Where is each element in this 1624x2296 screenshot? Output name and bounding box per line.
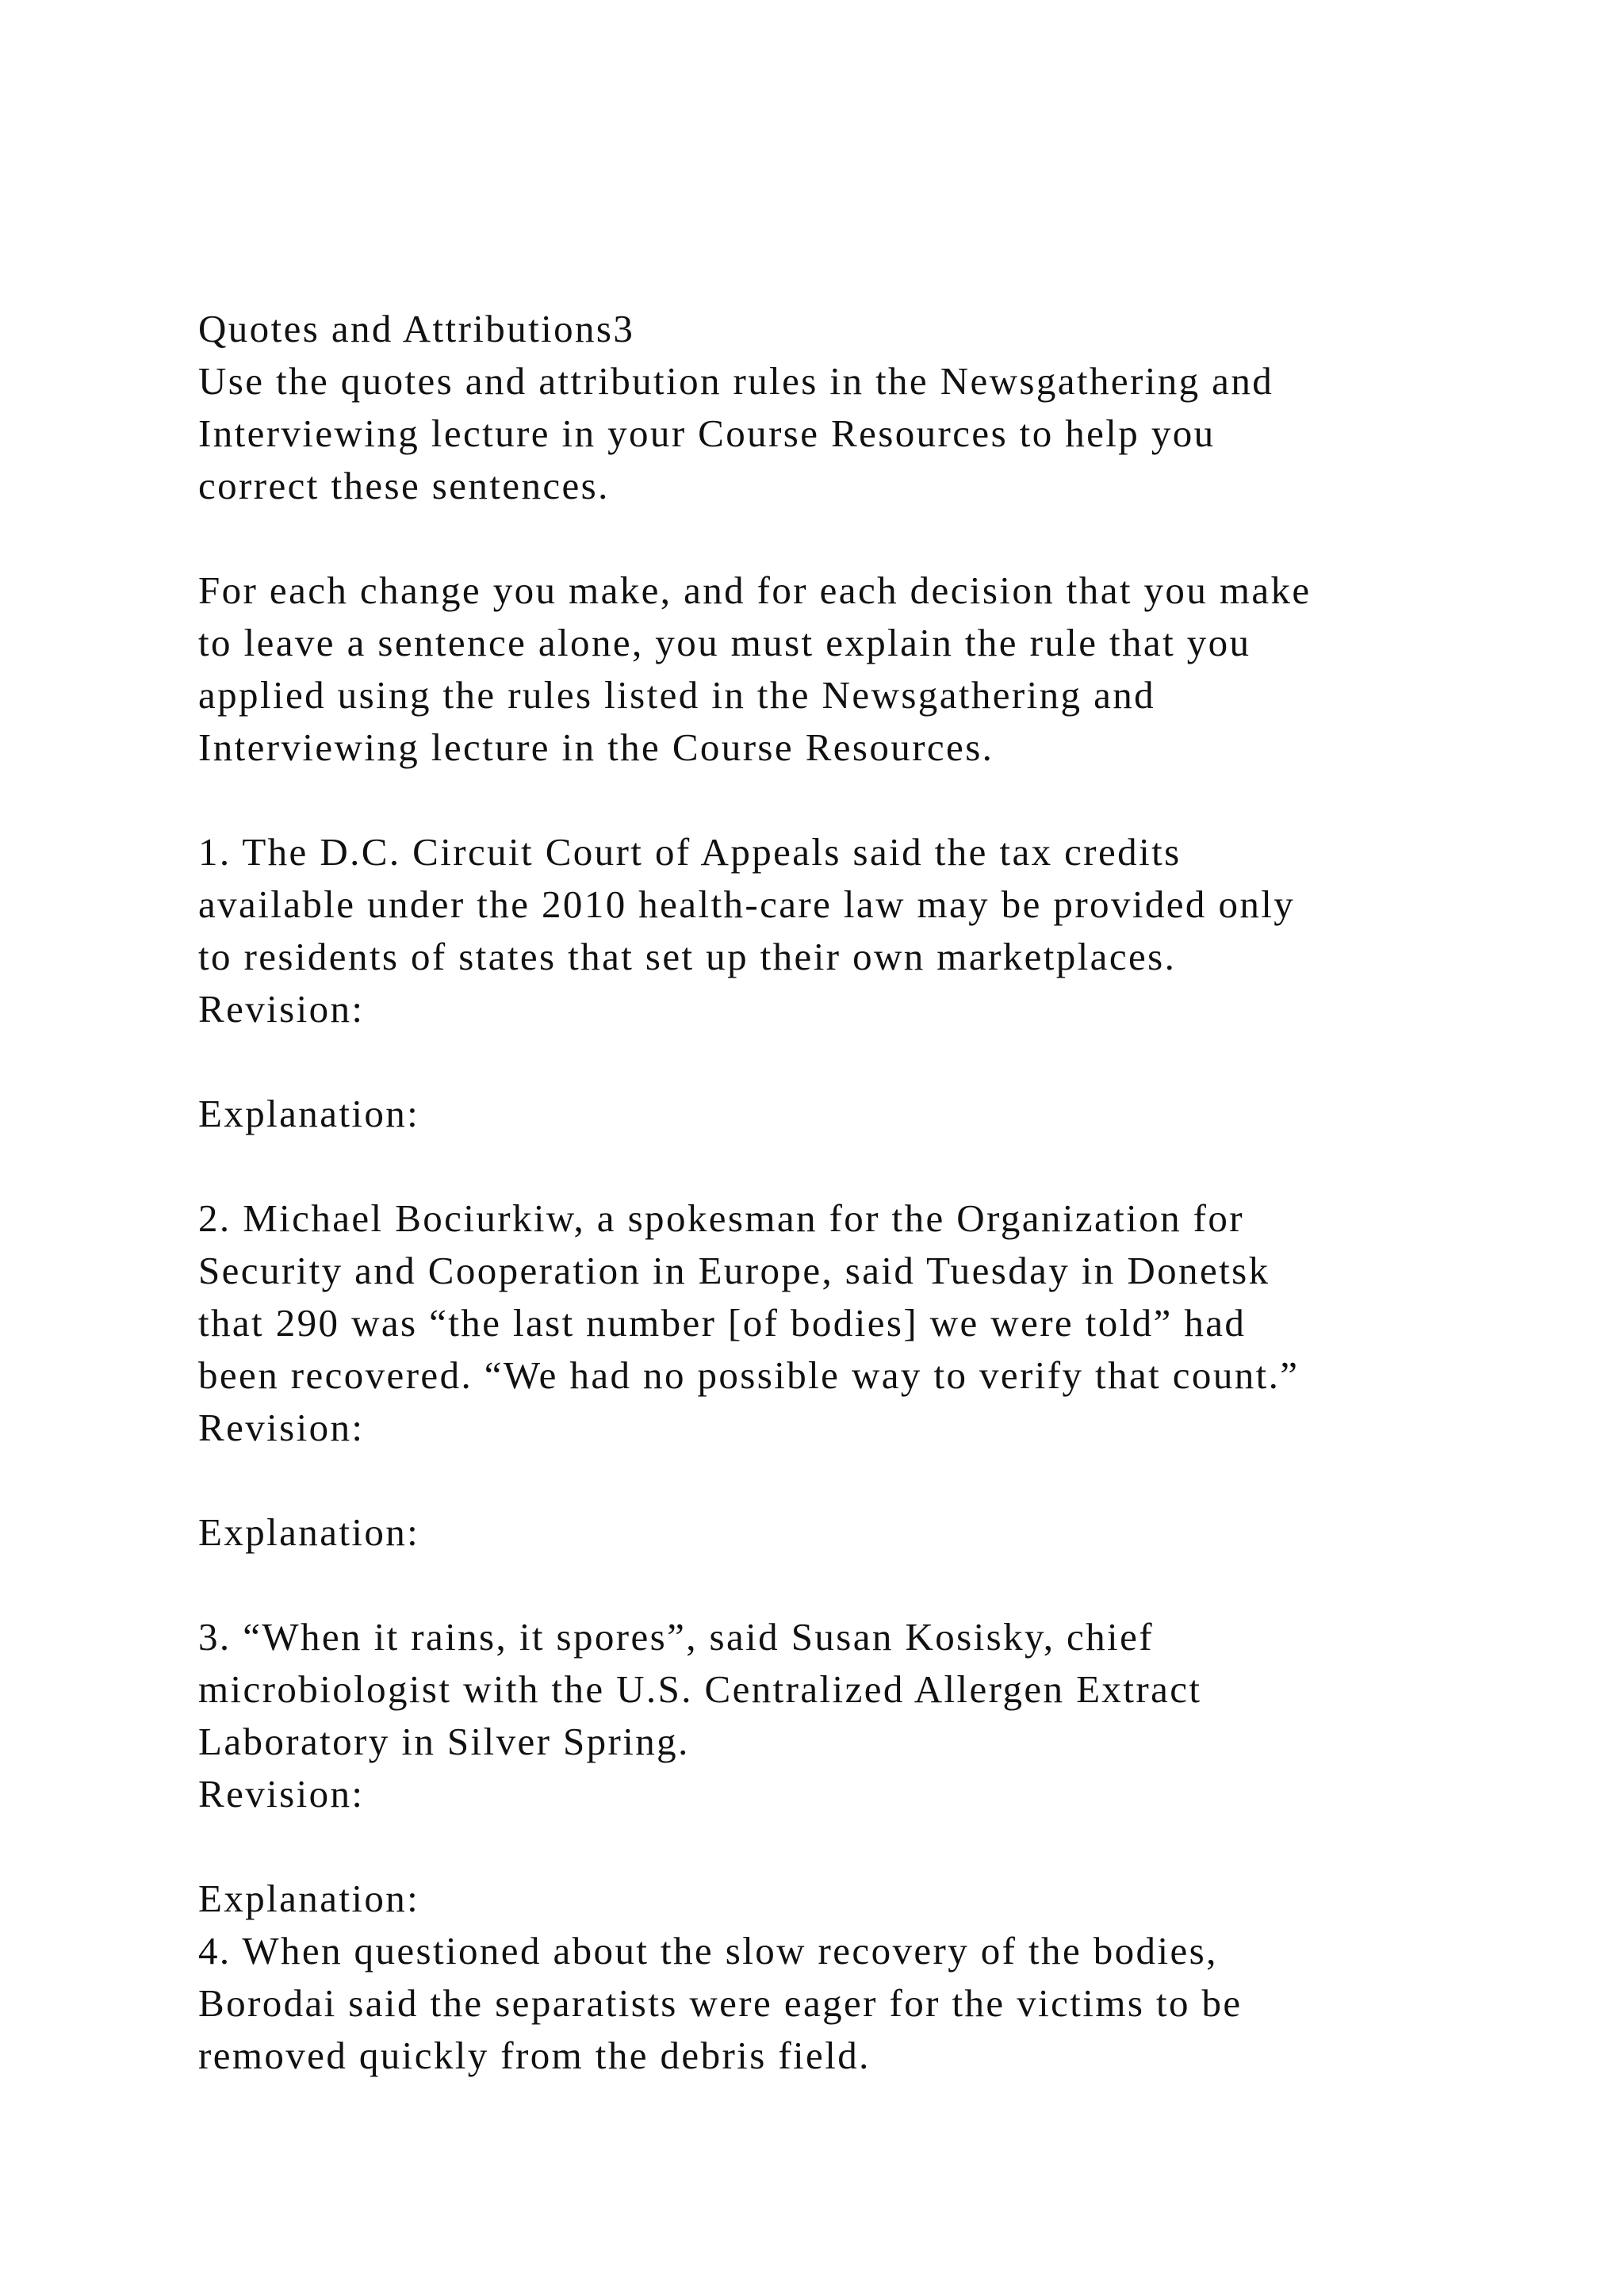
exercise-4-line: Borodai said the separatists were eager for the victims to be	[198, 1981, 1243, 2025]
exercise-1-line: available under the 2010 health-care law may be provided only	[198, 882, 1296, 926]
blank-line	[198, 1454, 1499, 1506]
exercise-2-line: 2. Michael Bociurkiw, a spokesman for the Organization for	[198, 1196, 1244, 1240]
blank-line	[198, 1559, 1499, 1611]
instructions-line: to leave a sentence alone, you must explain the rule that you	[198, 621, 1251, 664]
blank-line	[198, 774, 1499, 826]
blank-line	[198, 1140, 1499, 1192]
document-body	[198, 303, 1499, 2082]
explanation-label: Explanation:	[198, 1510, 420, 1554]
exercise-3-line: microbiologist with the U.S. Centralized Allergen Extract	[198, 1667, 1202, 1711]
blank-line	[198, 1035, 1499, 1088]
exercise-4-line: 4. When questioned about the slow recovery of the bodies,	[198, 1929, 1218, 1973]
revision-label: Revision:	[198, 987, 365, 1031]
blank-line	[198, 512, 1499, 564]
exercise-2-line: that 290 was “the last number [of bodies] we were told” had	[198, 1301, 1247, 1345]
explanation-label: Explanation:	[198, 1092, 420, 1135]
exercise-2-line: been recovered. “We had no possible way to verify that count.”	[198, 1353, 1300, 1397]
exercise-3-line: 3. “When it rains, it spores”, said Susan Kosisky, chief	[198, 1615, 1154, 1659]
blank-line	[198, 1820, 1499, 1873]
exercise-3-line: Laboratory in Silver Spring.	[198, 1720, 690, 1763]
intro-line: correct these sentences.	[198, 464, 610, 507]
instructions-line: For each change you make, and for each decision that you make	[198, 568, 1312, 612]
exercise-1-line: 1. The D.C. Circuit Court of Appeals said the tax credits	[198, 830, 1182, 874]
instructions-line: applied using the rules listed in the Newsgathering and	[198, 673, 1156, 717]
explanation-label: Explanation:	[198, 1877, 420, 1920]
exercise-1-line: to residents of states that set up their own marketplaces.	[198, 935, 1177, 978]
intro-line: Use the quotes and attribution rules in the Newsgathering and	[198, 359, 1274, 403]
exercise-2-line: Security and Cooperation in Europe, said Tuesday in Donetsk	[198, 1249, 1270, 1292]
document-title: Quotes and Attributions3	[198, 307, 635, 350]
exercise-4-line: removed quickly from the debris field.	[198, 2034, 871, 2077]
revision-label: Revision:	[198, 1772, 365, 1816]
instructions-line: Interviewing lecture in the Course Resources.	[198, 725, 994, 769]
intro-line: Interviewing lecture in your Course Resources to help you	[198, 411, 1216, 455]
revision-label: Revision:	[198, 1406, 365, 1449]
